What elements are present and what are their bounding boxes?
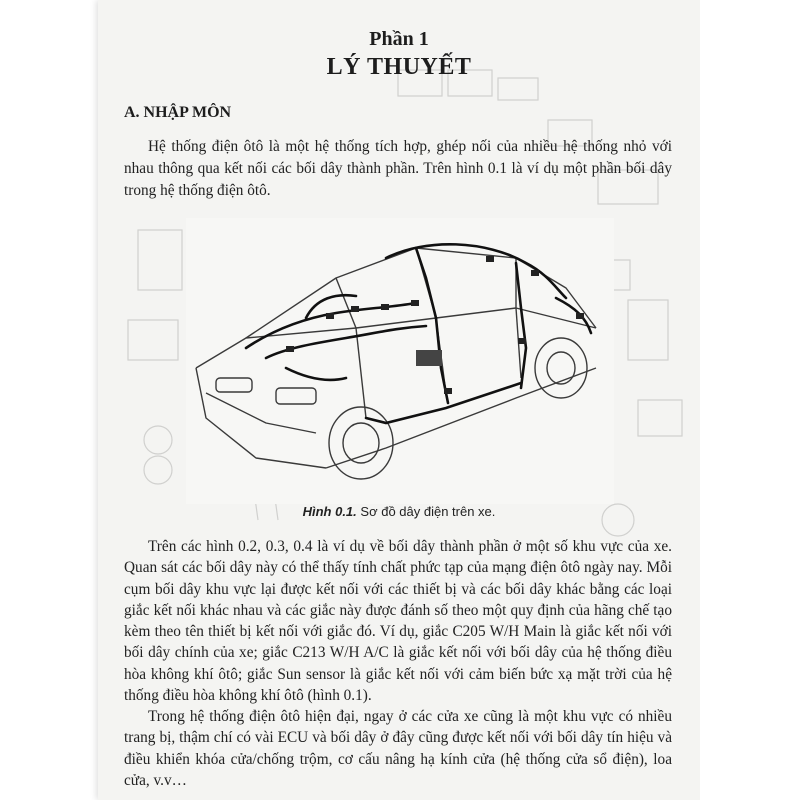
figure-label: Hình 0.1.: [302, 504, 357, 519]
car-wiring-figure: [186, 218, 614, 504]
right-margin: [700, 0, 800, 800]
left-margin: [0, 0, 98, 800]
intro-paragraph: Hệ thống điện ôtô là một hệ thống tích hợp, ghép nối của nhiều hệ thống nhỏ với nhau thông qua kết nối các bối dây thành phần. Trên hình 0.1 là ví dụ một phần bối dây trong hệ thống điện ôtô.: [124, 138, 672, 199]
figure-caption: [98, 504, 700, 519]
body-paragraph-1: Trên các hình 0.2, 0.3, 0.4 là ví dụ về bối dây thành phần ở một số khu vực của xe. Quan sát các bối dây này có thể thấy tính chất phức tạp của mạng điện ôtô ngày nay. Mỗi cụm bối dây khu vực lại được kết nối với các thiết bị và các bối dây khác bằng các loại giắc kết nối khác nhau và các giắc này được đánh số theo một quy định của hãng chế tạo kèm theo tên thiết bị kết nối với giắc đó. Ví dụ, giắc C205 W/H Main là giắc kết nối với bối dây chính của xe; giắc C213 W/H A/C là giắc kết nối với bối dây của hệ thống điều hòa không khí ôtô; giắc Sun sensor là giắc kết nối với cảm biến bức xạ mặt trời của hệ thống điều hòa không khí ôtô (hình 0.1).: [124, 538, 672, 705]
chapter-title: LÝ THUYẾT: [326, 54, 472, 80]
body-paragraph-2: Trong hệ thống điện ôtô hiện đại, ngay ở các cửa xe cũng là một khu vực có nhiều trang bị, thậm chí có vài ECU và bối dây ở đây cũng được kết nối với bối dây tín hiệu và điều khiển khóa cửa/chống trộm, cơ cấu nâng hạ kính cửa (hệ thống cửa sổ điện), loa cửa, v.v…: [124, 708, 672, 789]
book-page: [98, 0, 700, 800]
figure-caption-text: Sơ đồ dây điện trên xe.: [360, 504, 496, 519]
section-heading: A. NHẬP MÔN: [124, 104, 232, 121]
part-number: Phần 1: [369, 28, 429, 50]
